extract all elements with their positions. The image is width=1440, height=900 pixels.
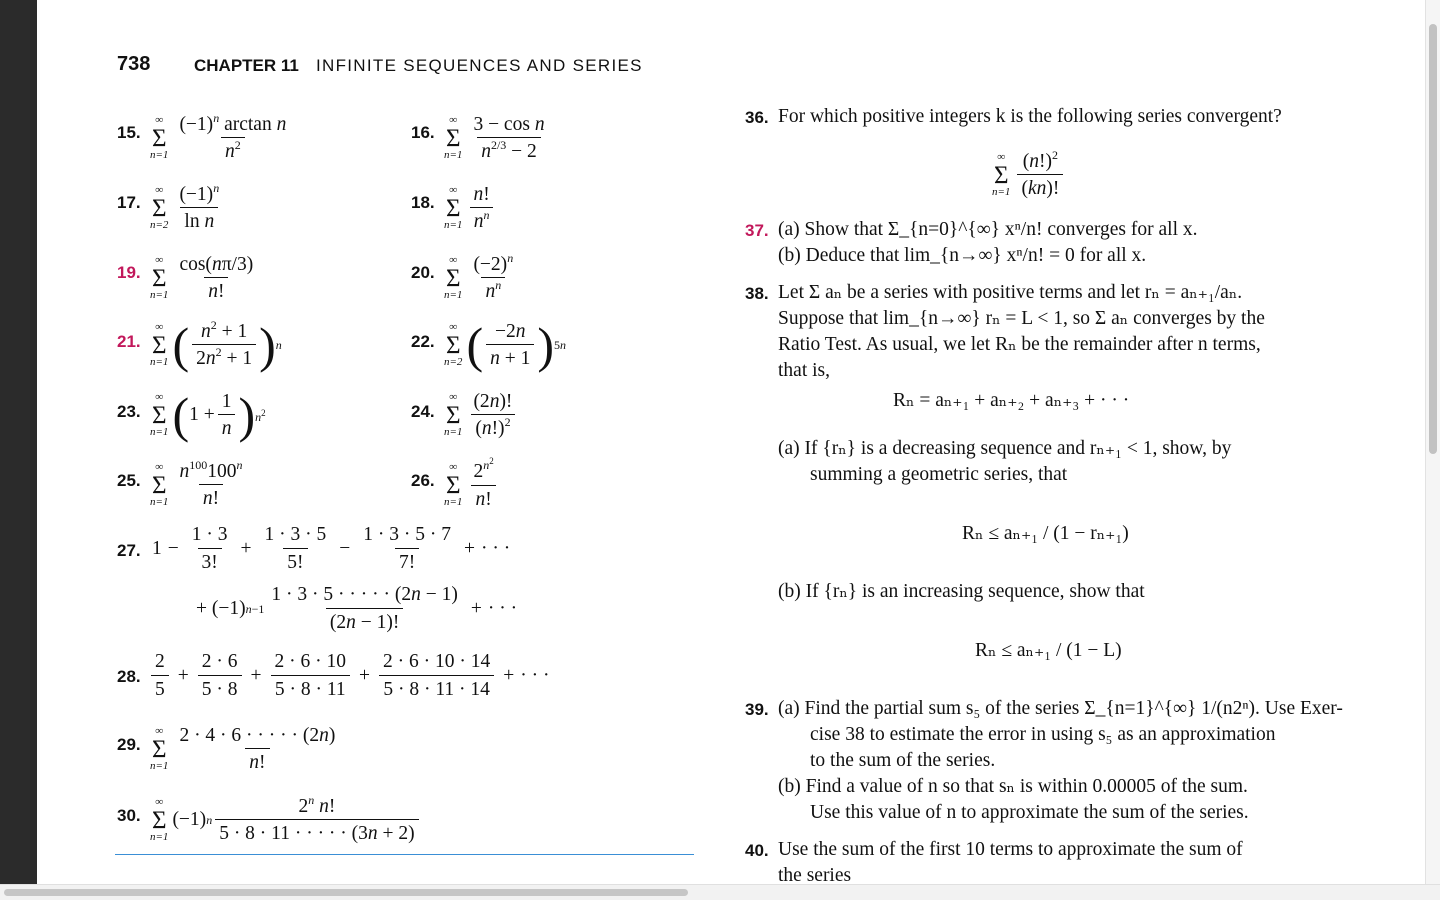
exercise-20-formula: ∞ Σ n=1 $\frac{(-2)^n}{n^n}$ [444, 250, 514, 303]
exercise-39a-line1: (a) Find the partial sum s₅ of the series Σ_{n=1}^{∞} 1/(n2ⁿ). Use Exer- [778, 698, 1343, 719]
chapter-label: CHAPTER 11 [194, 56, 299, 75]
exercise-36-text: For which positive integers k is the following series convergent? [778, 106, 1282, 127]
exercise-number[interactable]: 37. [745, 221, 769, 240]
exercise-38-line3: Ratio Test. As usual, we let Rₙ be the remainder after n terms, [778, 334, 1261, 355]
exercise-29-formula: ∞ Σ n=1 $\frac{2 \cdot 4 \cdot 6 \cdot \cdot \cdot \cdot \cdot (2n)}{n!}$ [150, 724, 336, 774]
exercise-38-line4: that is, [778, 360, 830, 381]
exercise-number: 30. [117, 806, 141, 825]
exercise-number: 25. [117, 471, 141, 490]
exercise-38-line1: Let Σ aₙ be a series with positive terms and let rₙ = aₙ₊₁/aₙ. [778, 282, 1243, 303]
exercise-37a-text: (a) Show that Σ_{n=0}^{∞} xⁿ/n! converges for all x. [778, 219, 1198, 240]
exercise-37b-text: (b) Deduce that lim_{n→∞} xⁿ/n! = 0 for all x. [778, 245, 1147, 266]
exercise-40-line1: Use the sum of the first 10 terms to approximate the sum of [778, 839, 1243, 860]
exercise-38a-line1: (a) If {rₙ} is a decreasing sequence and rₙ₊₁ < 1, show, by [778, 438, 1232, 459]
exercise-number: 15. [117, 123, 141, 142]
exercise-28-formula: $\frac{2}{5}$ + $\frac{2 \cdot 6}{5 \cdot 8}$ + $\frac{2 \cdot 6 \cdot 10}{5 \cdot 8 \cdot 11}$ + $\frac{2 \cdot 6 \cdot 10 \cdot 14}{5 \cdot 8 \cdot 11 \cdot 14}$ + · · · [148, 652, 549, 699]
exercise-16-formula: ∞ Σ n=1 $\frac{\text{3 − cos n}}{n^{2/3} - 2}$ [444, 113, 545, 163]
exercise-18-formula: ∞ Σ n=1 $\frac{n!}{n^n}$ [444, 178, 497, 232]
exercise-number: 27. [117, 541, 141, 560]
chapter-title: INFINITE SEQUENCES AND SERIES [316, 56, 643, 75]
exercise-23-formula: ∞ Σ n=1 ( 1 + $\frac{1}{n}$ ) $n^2$ [150, 387, 266, 444]
left-sidebar [0, 0, 37, 900]
exercise-number: 29. [117, 735, 141, 754]
exercise-38b-formula: Rₙ ≤ aₙ₊₁ / (1 − L) [975, 640, 1122, 661]
exercise-26-formula: ∞ Σ n=1 $\frac{2^{n^2}}{n!}$ [444, 456, 494, 510]
exercise-27-formula-line1: 1 − $\frac{1 \cdot 3}{3!}$ + $\frac{1 \cdot 3 \cdot 5}{5!}$ − $\frac{1 \cdot 3 \cdot 5 \cdot 7}{7!}$ + · · · [152, 524, 511, 573]
exercise-number: 17. [117, 193, 141, 212]
exercise-19-formula: ∞ Σ n=1 $\frac{\cos(n\pi/3)}{n!}$ [150, 253, 254, 303]
exercise-15-formula: ∞ Σ n=1 $\frac{(-1)^n \arctan n}{n^2}$ [150, 110, 287, 163]
exercise-17-formula: ∞ Σ n=2 $\frac{(-1)^n}{\text{ln n}}$ [150, 180, 220, 233]
exercise-number: 39. [745, 700, 769, 719]
horizontal-scrollbar[interactable] [0, 884, 1440, 900]
exercise-38a-line2: summing a geometric series, that [810, 464, 1068, 485]
page-number: 738 [117, 53, 151, 75]
exercise-number: 40. [745, 841, 769, 860]
exercise-number: 26. [411, 471, 435, 490]
exercise-24-formula: ∞ Σ n=1 $\frac{(2n)!}{(n!)^2}$ [444, 385, 519, 439]
exercise-number[interactable]: 19. [117, 263, 141, 282]
exercise-25-formula: ∞ Σ n=1 $\frac{n^{100}100^n}{n!}$ [150, 457, 243, 510]
exercise-39a-line2: cise 38 to estimate the error in using s₅ as an approximation [810, 724, 1276, 745]
exercise-38-line2: Suppose that lim_{n→∞} rₙ = L < 1, so Σ aₙ converges by the [778, 308, 1265, 329]
horizontal-scrollbar-thumb[interactable] [4, 889, 688, 896]
exercise-39b-line2: Use this value of n to approximate the sum of the series. [810, 802, 1249, 823]
exercise-22-formula: ∞ Σ n=2 ( $\frac{-2n}{n + 1}$ ) 5n [444, 317, 566, 374]
exercise-30-formula: ∞ Σ n=1 (−1) n $\frac{2^n n!}{5 \cdot 8 \cdot 11 \cdot \cdot \cdot \cdot \cdot (3n + 2)}$ [150, 790, 422, 844]
vertical-scrollbar[interactable] [1425, 0, 1440, 885]
exercise-number: 22. [411, 332, 435, 351]
exercise-number: 38. [745, 284, 769, 303]
exercise-39b-line1: (b) Find a value of n so that sₙ is within 0.00005 of the sum. [778, 776, 1248, 797]
exercise-38b-text: (b) If {rₙ} is an increasing sequence, show that [778, 581, 1145, 602]
exercise-27-formula-line2: + (−1) n−1 $\frac{1 \cdot 3 \cdot 5 \cdot \cdot \cdot \cdot \cdot (2n - 1)}{(2n - 1)!}$ + · · · [196, 584, 518, 633]
exercise-21-formula: ∞ Σ n=1 ( $\frac{n^2 + 1}{2n^2 + 1}$ ) n [150, 317, 282, 374]
exercise-number: 16. [411, 123, 435, 142]
exercise-number: 20. [411, 263, 435, 282]
exercise-number: 28. [117, 667, 141, 686]
exercise-38a-formula: Rₙ ≤ aₙ₊₁ / (1 − rₙ₊₁) [962, 523, 1129, 544]
vertical-scrollbar-thumb[interactable] [1429, 24, 1437, 454]
exercise-number: 24. [411, 402, 435, 421]
exercise-number: 23. [117, 402, 141, 421]
exercise-number: 18. [411, 193, 435, 212]
exercise-39a-line3: to the sum of the series. [810, 750, 996, 771]
exercise-40-line2: the series [778, 865, 852, 886]
exercise-38-remainder-formula: Rₙ = aₙ₊₁ + aₙ₊₂ + aₙ₊₃ + · · · [893, 390, 1130, 411]
section-divider [115, 854, 694, 855]
exercise-36-formula: ∞ Σ n=1 $\frac{(n!)^2}{(kn)!}$ [992, 145, 1066, 199]
exercise-number: 36. [745, 108, 769, 127]
exercise-number[interactable]: 21. [117, 332, 141, 351]
